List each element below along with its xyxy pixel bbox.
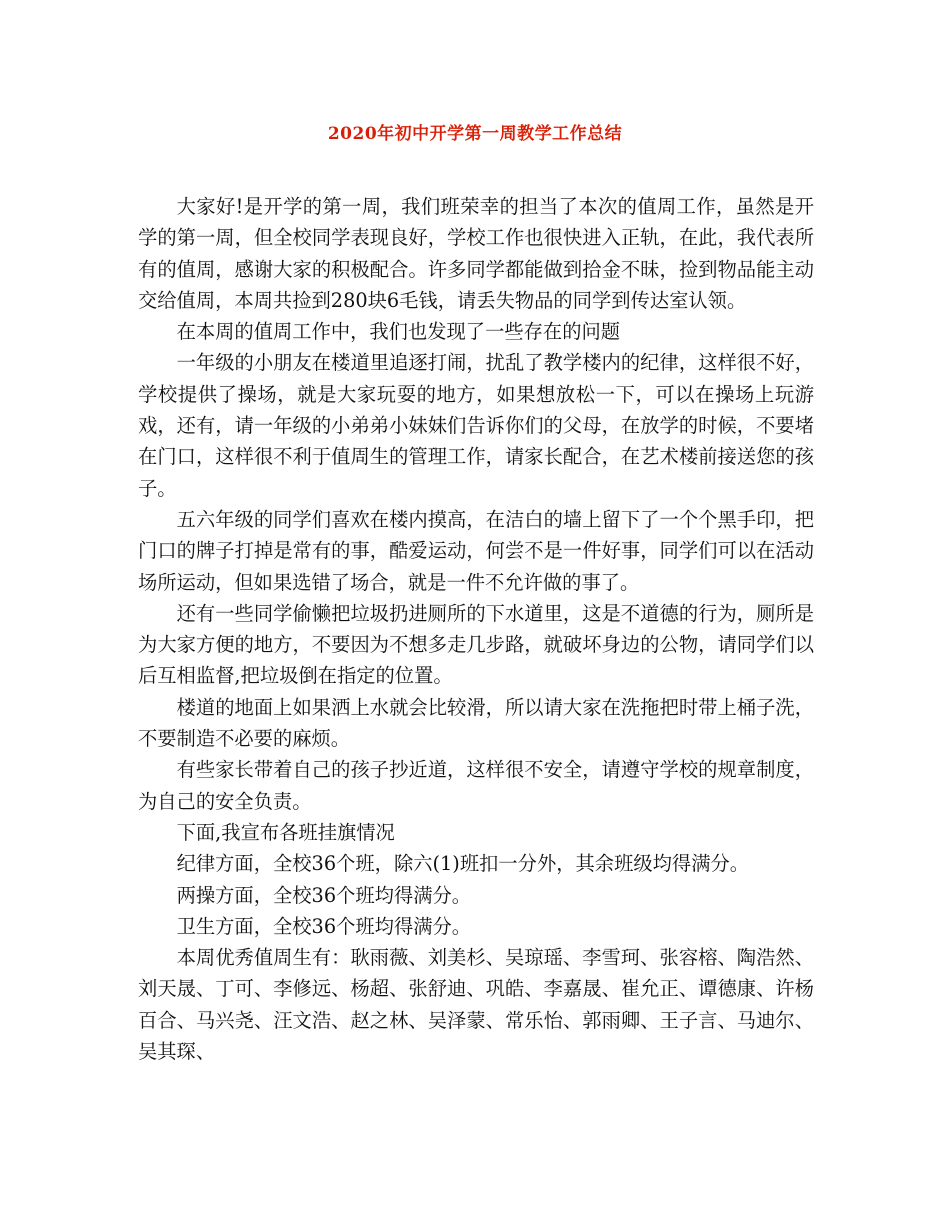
- paragraph-toilet: 还有一些同学偷懒把垃圾扔进厕所的下水道里，这是不道德的行为，厕所是为大家方便的地方，不要因为不想多走几步路，就破坏身边的公物，请同学们以后互相监督,把垃圾倒在指定的位置。: [138, 601, 814, 688]
- paragraph-parents-shortcut: 有些家长带着自己的孩子抄近道，这样很不安全，请遵守学校的规章制度，为自己的安全负责。: [138, 758, 814, 813]
- document-title: 2020年初中开学第一周教学工作总结: [327, 124, 623, 144]
- paragraph-hygiene: 卫生方面，全校36个班均得满分。: [176, 914, 472, 938]
- paragraph-flag-announcement: 下面,我宣布各班挂旗情况: [176, 820, 395, 844]
- paragraph-discipline: 纪律方面，全校36个班，除六(1)班扣一分外，其余班级均得满分。: [176, 852, 750, 876]
- document-body: [138, 191, 814, 1067]
- paragraph-greeting: 大家好!是开学的第一周，我们班荣幸的担当了本次的值周工作，虽然是开学的第一周，但全校同学表现良好，学校工作也很快进入正轨，在此，我代表所有的值周，感谢大家的积极配合。许多同学都能做到拾金不昧，捡到物品能主动交给值周，本周共捡到280块6毛钱，请丢失物品的同学到传达室认领。: [138, 195, 814, 312]
- paragraph-problems-intro: 在本周的值周工作中，我们也发现了一些存在的问题: [176, 320, 621, 344]
- paragraph-excellent-students: 本周优秀值周生有：耿雨薇、刘美杉、吴琼瑶、李雪珂、张容榕、陶浩然、刘天晟、丁可、李修远、杨超、张舒迪、巩皓、李嘉晟、崔允正、谭德康、许杨百合、马兴尧、汪文浩、赵之林、吴泽蒙、常乐怡、郭雨卿、王子言、马迪尔、吴其琛、: [138, 946, 814, 1064]
- paragraph-corridor-floor: 楼道的地面上如果洒上水就会比较滑，所以请大家在洗拖把时带上桶子洗，不要制造不必要的麻烦。: [138, 695, 814, 751]
- paragraph-grade-one: 一年级的小朋友在楼道里追逐打闹，扰乱了教学楼内的纪律，这样很不好，学校提供了操场，就是大家玩耍的地方，如果想放松一下，可以在操场上玩游戏，还有，请一年级的小弟弟小妹妹们告诉你们的父母，在放学的时候，不要堵在门口，这样很不利于值周生的管理工作，请家长配合，在艺术楼前接送您的孩子。: [138, 351, 814, 500]
- paragraph-exercises: 两操方面，全校36个班均得满分。: [176, 883, 472, 907]
- paragraph-grade-five-six: 五六年级的同学们喜欢在楼内摸高，在洁白的墙上留下了一个个黑手印，把门口的牌子打掉是常有的事，酷爱运动，何尝不是一件好事，同学们可以在活动场所运动，但如果选错了场合，就是一件不允许做的事了。: [138, 507, 814, 594]
